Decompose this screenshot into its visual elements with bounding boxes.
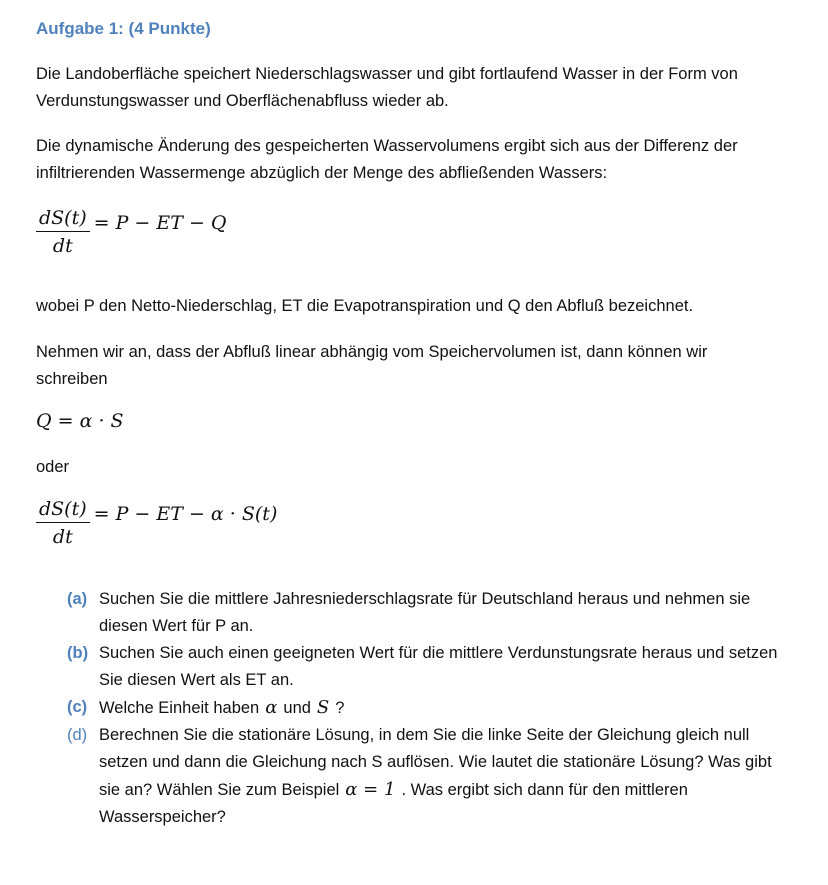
intro-paragraph <box>36 61 796 115</box>
text-line: wobei P den Netto-Niederschlag, ET die Evapotranspiration und Q den Abfluß bezeichnet. <box>36 297 694 315</box>
subtask-a <box>67 586 827 640</box>
text-line: Nehmen wir an, dass der Abfluß linear abhängig vom Speichervolumen ist, dann können wir <box>36 343 708 361</box>
or-paragraph <box>36 454 796 481</box>
text-line <box>99 776 827 804</box>
equation-rhs: = P − ET − α · S(t) <box>93 503 278 525</box>
text-line: diesen Wert für P an. <box>99 617 254 635</box>
text-line: oder <box>36 458 70 476</box>
math-symbol: α <box>265 697 278 718</box>
math-symbol: S <box>316 697 330 718</box>
task-heading: Aufgabe 1: (4 Punkte) <box>36 19 211 38</box>
text-segment: und <box>283 699 311 717</box>
text-line <box>99 694 827 722</box>
subtask-c <box>67 694 827 722</box>
dynamics-paragraph <box>36 133 796 187</box>
text-line: Suchen Sie die mittlere Jahresniederschlagsrate für Deutschland heraus und nehmen sie <box>99 590 751 608</box>
equation-text: Q = α · S <box>36 410 124 432</box>
fraction <box>36 498 90 548</box>
text-line: Sie diesen Wert als ET an. <box>99 671 294 689</box>
text-segment: sie an? Wählen Sie zum Beispiel <box>99 781 340 799</box>
fraction-numerator: dS(t) <box>36 207 90 232</box>
subtask-label: (a) <box>67 590 88 608</box>
subtask-b <box>67 640 827 694</box>
math-symbol: α = 1 <box>345 779 396 800</box>
text-line: Suchen Sie auch einen geeigneten Wert für die mittlere Verdunstungsrate heraus und setzen <box>99 644 778 662</box>
text-line: Die Landoberfläche speichert Niederschlagswasser und gibt fortlaufend Wasser in der Form von <box>36 65 738 83</box>
assumption-paragraph <box>36 339 796 393</box>
text-segment: ? <box>335 699 345 717</box>
text-line: Verdunstungswasser und Oberflächenabfluss wieder ab. <box>36 92 449 110</box>
text-line: Wasserspeicher? <box>99 808 226 826</box>
fraction-numerator: dS(t) <box>36 498 90 523</box>
definition-paragraph <box>36 293 796 320</box>
subtask-label: (c) <box>67 698 88 716</box>
text-line: schreiben <box>36 370 108 388</box>
text-segment: Welche Einheit haben <box>99 699 260 717</box>
text-segment: . Was ergibt sich dann für den mittleren <box>401 781 688 799</box>
storage-equation <box>36 207 227 257</box>
subtask-d <box>67 722 827 831</box>
subtask-label: (d) <box>67 726 88 744</box>
fraction-denominator: dt <box>52 235 73 257</box>
text-line: Die dynamische Änderung des gespeicherten Wasservolumens ergibt sich aus der Differenz der <box>36 137 738 155</box>
text-line: infiltrierenden Wassermenge abzüglich der Menge des abfließenden Wassers: <box>36 164 608 182</box>
fraction <box>36 207 90 257</box>
combined-equation <box>36 498 277 548</box>
outflow-equation <box>36 410 124 432</box>
equation-rhs: = P − ET − Q <box>93 212 227 234</box>
text-line: Berechnen Sie die stationäre Lösung, in dem Sie die linke Seite der Gleichung gleich null <box>99 726 750 744</box>
subtask-label: (b) <box>67 644 89 662</box>
text-line: setzen und dann die Gleichung nach S auflösen. Wie lautet die stationäre Lösung? Was gibt <box>99 753 772 771</box>
subtask-list <box>67 586 827 831</box>
fraction-denominator: dt <box>52 526 73 548</box>
